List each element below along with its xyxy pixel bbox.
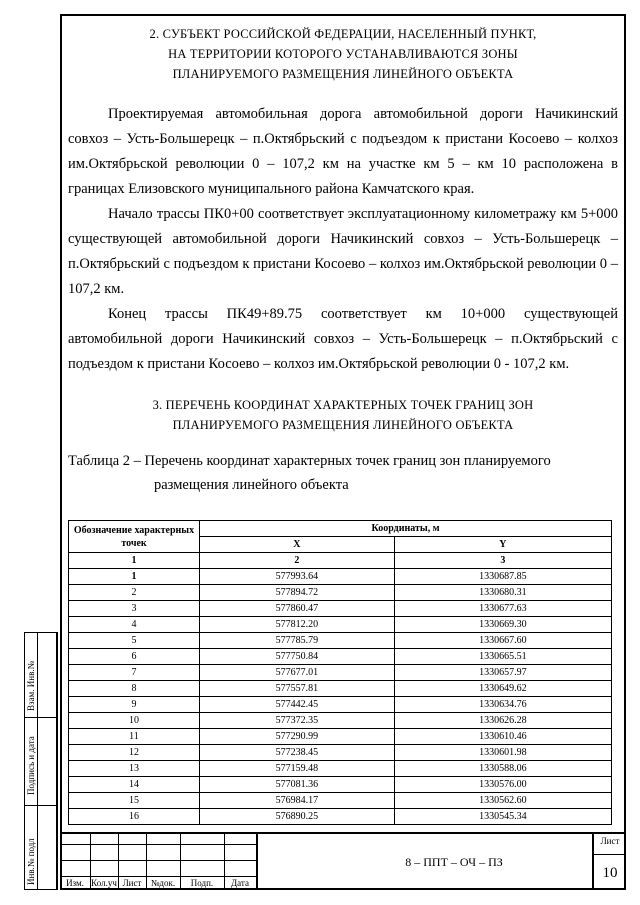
table-row (69, 633, 612, 649)
point-number: 9 (69, 697, 200, 713)
coord-x: 577750.84 (200, 649, 395, 665)
heading-line: 3. ПЕРЕЧЕНЬ КООРДИНАТ ХАРАКТЕРНЫХ ТОЧЕК ГРАНИЦ ЗОН (152, 398, 534, 412)
coord-x: 577812.20 (200, 617, 395, 633)
coord-x: 577557.81 (200, 681, 395, 697)
table-caption (68, 449, 618, 497)
col-header-x: X (200, 537, 395, 553)
coord-y: 1330562.60 (394, 793, 611, 809)
table-body (69, 569, 612, 825)
coord-x: 577442.45 (200, 697, 395, 713)
coord-y: 1330588.06 (394, 761, 611, 777)
point-number: 3 (69, 601, 200, 617)
coord-y: 1330649.62 (394, 681, 611, 697)
table-row (69, 713, 612, 729)
table-row (69, 585, 612, 601)
caption-line: размещения линейного объекта (154, 477, 349, 493)
coord-y: 1330677.63 (394, 601, 611, 617)
table-row (69, 809, 612, 825)
point-number: 10 (69, 713, 200, 729)
coord-y: 1330610.46 (394, 729, 611, 745)
side-stamp (24, 632, 58, 890)
section-2-heading (68, 24, 618, 84)
point-number: 12 (69, 745, 200, 761)
coord-x: 577159.48 (200, 761, 395, 777)
coord-y: 1330545.34 (394, 809, 611, 825)
side-label-signature-date: Подпись и дата (26, 736, 36, 795)
table-row (69, 793, 612, 809)
coord-x: 577238.45 (200, 745, 395, 761)
coord-x: 577894.72 (200, 585, 395, 601)
tb-label-list: Лист (122, 878, 142, 888)
title-block (60, 832, 626, 890)
heading-line: ПЛАНИРУЕМОГО РАЗМЕЩЕНИЯ ЛИНЕЙНОГО ОБЪЕКТА (172, 418, 514, 432)
tb-label-data: Дата (231, 878, 249, 888)
coord-x: 576890.25 (200, 809, 395, 825)
table-row (69, 601, 612, 617)
side-label-inv-podl: Инв.№ подл (26, 838, 36, 885)
sheet-number: 10 (594, 854, 626, 891)
point-number: 5 (69, 633, 200, 649)
sheet-box (592, 834, 626, 890)
heading-line: НА ТЕРРИТОРИИ КОТОРОГО УСТАНАВЛИВАЮТСЯ ЗОНЫ (168, 47, 518, 61)
coord-y: 1330626.28 (394, 713, 611, 729)
page-content (68, 20, 618, 497)
tb-label-ndok: №док. (150, 878, 176, 888)
table-row (69, 617, 612, 633)
coord-y: 1330669.30 (394, 617, 611, 633)
caption-line: Таблица 2 – Перечень координат характерных точек границ зон планируемого (68, 453, 551, 469)
table-row (69, 745, 612, 761)
document-code: 8 – ППТ – ОЧ – ПЗ (256, 834, 640, 890)
table-row (69, 697, 612, 713)
table-row (69, 665, 612, 681)
section-3-heading (68, 395, 618, 435)
coordinates-table (68, 520, 612, 825)
table-row (69, 761, 612, 777)
paragraph: Начало трассы ПК0+00 соответствует эксплуатационному километражу км 5+000 существующей автомобильной дороги Начикинский совхоз – Усть-Большерецк – п.Октябрьский с подъездом к пристани Косоево – колхоз им.Октябрьской революции 0 – 107,2 км. (68, 206, 618, 297)
point-number: 16 (69, 809, 200, 825)
col-header-coordinates: Координаты, м (200, 521, 612, 537)
coord-y: 1330680.31 (394, 585, 611, 601)
point-number: 14 (69, 777, 200, 793)
col-number: 3 (394, 553, 611, 569)
coord-x: 577081.36 (200, 777, 395, 793)
heading-line: 2. СУБЪЕКТ РОССИЙСКОЙ ФЕДЕРАЦИИ, НАСЕЛЕННЫЙ ПУНКТ, (149, 27, 537, 41)
coord-y: 1330665.51 (394, 649, 611, 665)
tb-label-podp: Подп. (190, 878, 214, 888)
col-header-y: Y (394, 537, 611, 553)
coord-y: 1330687.85 (394, 569, 611, 585)
paragraph: Конец трассы ПК49+89.75 соответствует км 10+000 существующей автомобильной дороги Начикинский совхоз – Усть-Большерецк – п.Октябрьский с подъездом к пристани Косоево – колхоз им.Октябрьской революции 0 - 107,2 км. (68, 306, 618, 372)
coord-x: 577372.35 (200, 713, 395, 729)
coord-x: 577677.01 (200, 665, 395, 681)
coord-y: 1330601.98 (394, 745, 611, 761)
coord-x: 577785.79 (200, 633, 395, 649)
coord-x: 577860.47 (200, 601, 395, 617)
table-row (69, 729, 612, 745)
paragraph: Проектируемая автомобильная дорога автомобильной дороги Начикинский совхоз – Усть-Большерецк – п.Октябрьский с подъездом к пристани Косоево – колхоз им.Октябрьской революции 0 – 107,2 км на участке км 5 – км 10 расположена в границах Елизовского муниципального района Камчатского края. (68, 106, 618, 197)
point-number: 1 (69, 569, 200, 585)
coord-x: 577290.99 (200, 729, 395, 745)
table-row (69, 569, 612, 585)
side-divider (25, 717, 56, 718)
coord-y: 1330667.60 (394, 633, 611, 649)
coord-y: 1330634.76 (394, 697, 611, 713)
point-number: 2 (69, 585, 200, 601)
point-number: 7 (69, 665, 200, 681)
point-number: 15 (69, 793, 200, 809)
point-number: 11 (69, 729, 200, 745)
point-number: 8 (69, 681, 200, 697)
point-number: 4 (69, 617, 200, 633)
tb-label-kol-uch: Кол.уч (91, 878, 117, 888)
point-number: 13 (69, 761, 200, 777)
col-header-points: Обозначение характерных точек (69, 521, 200, 553)
tb-label-izm: Изм. (66, 878, 84, 888)
sheet-label: Лист (600, 836, 620, 846)
title-block-grid (60, 834, 256, 890)
col-number: 2 (200, 553, 395, 569)
col-number: 1 (69, 553, 200, 569)
point-number: 6 (69, 649, 200, 665)
coord-y: 1330576.00 (394, 777, 611, 793)
table-row (69, 649, 612, 665)
side-label-vzam-inv: Взам. Инв.№ (26, 660, 36, 711)
coord-x: 576984.17 (200, 793, 395, 809)
coord-x: 577993.64 (200, 569, 395, 585)
coord-y: 1330657.97 (394, 665, 611, 681)
heading-line: ПЛАНИРУЕМОГО РАЗМЕЩЕНИЯ ЛИНЕЙНОГО ОБЪЕКТА (172, 67, 514, 81)
table-row (69, 681, 612, 697)
side-divider (25, 805, 56, 806)
table-row (69, 777, 612, 793)
